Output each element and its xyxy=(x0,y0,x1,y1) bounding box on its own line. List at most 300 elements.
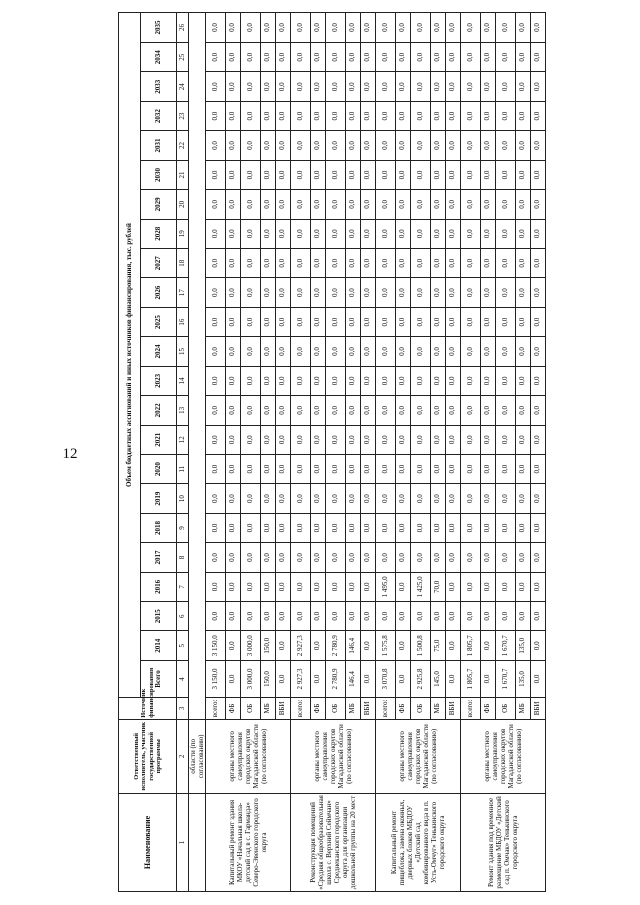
responsible-executor: органы местного самоуправления городских округов Магаданской области (по согласованию) xyxy=(461,719,546,793)
year-cell: 0,0 xyxy=(326,249,346,278)
year-cell: 0,0 xyxy=(531,219,546,248)
year-cell: 0,0 xyxy=(461,43,481,72)
year-cell: 0,0 xyxy=(326,190,346,219)
year-cell: 0,0 xyxy=(446,101,461,130)
year-cell: 0,0 xyxy=(326,454,346,483)
year-cell: 0,0 xyxy=(346,513,361,542)
year-cell: 0,0 xyxy=(276,396,291,425)
year-cell: 0,0 xyxy=(396,366,411,395)
year-cell: 0,0 xyxy=(461,72,481,101)
year-cell: 0,0 xyxy=(291,249,311,278)
header-year: 2016 xyxy=(141,572,177,601)
year-cell: 0,0 xyxy=(396,543,411,572)
year-cell: 1 500,8 xyxy=(411,631,431,660)
year-cell: 0,0 xyxy=(516,572,531,601)
year-cell: 0,0 xyxy=(411,543,431,572)
year-cell: 0,0 xyxy=(396,513,411,542)
header-year: 2035 xyxy=(141,13,177,43)
year-cell: 0,0 xyxy=(276,160,291,189)
year-cell: 0,0 xyxy=(431,484,446,513)
year-cell: 0,0 xyxy=(326,43,346,72)
year-cell: 0,0 xyxy=(376,190,396,219)
column-number: 6 xyxy=(177,602,189,631)
year-cell: 0,0 xyxy=(376,543,396,572)
year-cell: 0,0 xyxy=(481,602,496,631)
year-cell: 0,0 xyxy=(411,337,431,366)
year-cell: 0,0 xyxy=(226,101,241,130)
year-cell: 0,0 xyxy=(411,396,431,425)
year-cell: 0,0 xyxy=(226,13,241,43)
total-cell: 3 000,0 xyxy=(241,660,261,697)
year-cell: 0,0 xyxy=(431,219,446,248)
column-number: 1 xyxy=(177,793,189,891)
year-cell: 0,0 xyxy=(361,101,376,130)
year-cell: 0,0 xyxy=(461,160,481,189)
year-cell: 0,0 xyxy=(446,307,461,336)
year-cell: 1 495,0 xyxy=(376,572,396,601)
year-cell: 0,0 xyxy=(241,278,261,307)
year-cell: 0,0 xyxy=(291,484,311,513)
year-cell: 0,0 xyxy=(396,337,411,366)
year-cell: 0,0 xyxy=(481,337,496,366)
year-cell: 0,0 xyxy=(346,454,361,483)
year-cell: 0,0 xyxy=(531,249,546,278)
column-number: 2 xyxy=(177,719,189,793)
year-cell: 0,0 xyxy=(206,572,226,601)
year-cell: 0,0 xyxy=(206,101,226,130)
year-cell: 0,0 xyxy=(481,13,496,43)
year-cell: 0,0 xyxy=(431,160,446,189)
year-cell: 0,0 xyxy=(206,454,226,483)
year-cell: 0,0 xyxy=(241,72,261,101)
column-number: 16 xyxy=(177,307,189,336)
year-cell: 0,0 xyxy=(326,484,346,513)
year-cell: 0,0 xyxy=(431,13,446,43)
year-cell: 0,0 xyxy=(481,278,496,307)
year-cell: 0,0 xyxy=(226,337,241,366)
year-cell: 0,0 xyxy=(261,278,276,307)
year-cell: 0,0 xyxy=(531,454,546,483)
year-cell: 0,0 xyxy=(361,513,376,542)
year-cell: 0,0 xyxy=(431,190,446,219)
year-cell: 0,0 xyxy=(241,249,261,278)
year-cell: 0,0 xyxy=(496,131,516,160)
total-cell: 3 150,0 xyxy=(206,660,226,697)
year-cell: 0,0 xyxy=(326,278,346,307)
year-cell: 0,0 xyxy=(311,278,326,307)
total-cell: 0,0 xyxy=(481,660,496,697)
year-cell: 135,0 xyxy=(516,631,531,660)
year-cell: 0,0 xyxy=(481,396,496,425)
year-cell: 0,0 xyxy=(241,307,261,336)
total-cell: 2 925,8 xyxy=(411,660,431,697)
header-year: 2018 xyxy=(141,513,177,542)
year-cell: 0,0 xyxy=(346,72,361,101)
year-cell: 0,0 xyxy=(396,190,411,219)
year-cell: 0,0 xyxy=(261,484,276,513)
year-cell: 0,0 xyxy=(241,43,261,72)
year-cell: 0,0 xyxy=(206,425,226,454)
year-cell: 0,0 xyxy=(516,101,531,130)
year-cell: 0,0 xyxy=(361,543,376,572)
year-cell: 0,0 xyxy=(461,190,481,219)
year-cell: 0,0 xyxy=(241,572,261,601)
year-cell: 0,0 xyxy=(431,43,446,72)
year-cell: 0,0 xyxy=(446,602,461,631)
year-cell: 0,0 xyxy=(516,425,531,454)
year-cell: 0,0 xyxy=(446,572,461,601)
year-cell: 0,0 xyxy=(496,278,516,307)
year-cell: 0,0 xyxy=(376,249,396,278)
year-cell: 0,0 xyxy=(446,13,461,43)
project-name: Капитальный ремонт пищеблока, замена оконных, дверных блоков МБДОУ «Детский сад комбинированного вида в п. Усть-Омчуг» Тенькинского городского округа xyxy=(376,793,461,891)
funding-source: ОБ xyxy=(326,697,346,719)
year-cell: 0,0 xyxy=(396,454,411,483)
column-number: 26 xyxy=(177,13,189,43)
header-year: 2030 xyxy=(141,160,177,189)
year-cell: 0,0 xyxy=(346,43,361,72)
year-cell: 0,0 xyxy=(496,366,516,395)
total-cell: 0,0 xyxy=(531,660,546,697)
column-number: 20 xyxy=(177,190,189,219)
year-cell: 0,0 xyxy=(531,484,546,513)
year-cell: 0,0 xyxy=(446,396,461,425)
column-number: 17 xyxy=(177,278,189,307)
year-cell: 0,0 xyxy=(226,307,241,336)
year-cell: 0,0 xyxy=(361,307,376,336)
column-number: 14 xyxy=(177,366,189,395)
column-number-row xyxy=(177,13,189,892)
year-cell: 0,0 xyxy=(206,513,226,542)
year-cell: 0,0 xyxy=(411,602,431,631)
year-cell: 0,0 xyxy=(326,425,346,454)
year-cell: 0,0 xyxy=(376,366,396,395)
year-cell: 0,0 xyxy=(516,337,531,366)
year-cell: 0,0 xyxy=(276,72,291,101)
header-year: 2022 xyxy=(141,396,177,425)
year-cell: 3 000,0 xyxy=(241,631,261,660)
year-cell: 0,0 xyxy=(481,72,496,101)
year-cell: 0,0 xyxy=(376,101,396,130)
total-cell: 1 670,7 xyxy=(496,660,516,697)
year-cell: 0,0 xyxy=(241,602,261,631)
year-cell: 0,0 xyxy=(461,337,481,366)
header-year: 2029 xyxy=(141,190,177,219)
year-cell: 0,0 xyxy=(376,425,396,454)
year-cell: 146,4 xyxy=(346,631,361,660)
year-cell: 0,0 xyxy=(461,513,481,542)
year-cell: 0,0 xyxy=(261,160,276,189)
funding-source: ВБИ xyxy=(361,697,376,719)
year-cell: 0,0 xyxy=(411,43,431,72)
year-cell: 0,0 xyxy=(396,101,411,130)
year-cell: 0,0 xyxy=(291,190,311,219)
year-cell: 0,0 xyxy=(326,307,346,336)
total-cell: 0,0 xyxy=(446,660,461,697)
year-cell: 0,0 xyxy=(396,131,411,160)
year-cell: 0,0 xyxy=(326,101,346,130)
funding-table xyxy=(118,12,546,892)
funding-source: ВБИ xyxy=(276,697,291,719)
total-cell: 1 805,7 xyxy=(461,660,481,697)
year-cell: 0,0 xyxy=(516,249,531,278)
year-cell: 0,0 xyxy=(276,366,291,395)
year-cell: 2 780,9 xyxy=(326,631,346,660)
year-cell: 0,0 xyxy=(531,631,546,660)
year-cell: 0,0 xyxy=(481,131,496,160)
year-cell: 0,0 xyxy=(531,101,546,130)
year-cell: 0,0 xyxy=(326,396,346,425)
year-cell: 0,0 xyxy=(361,219,376,248)
year-cell: 0,0 xyxy=(481,219,496,248)
year-cell: 0,0 xyxy=(276,190,291,219)
header-year: 2015 xyxy=(141,602,177,631)
year-cell: 0,0 xyxy=(261,454,276,483)
year-cell: 0,0 xyxy=(276,425,291,454)
year-cell: 0,0 xyxy=(346,425,361,454)
year-cell: 0,0 xyxy=(396,572,411,601)
year-cell: 0,0 xyxy=(326,366,346,395)
year-cell: 0,0 xyxy=(326,160,346,189)
year-cell: 0,0 xyxy=(531,366,546,395)
year-cell: 0,0 xyxy=(496,396,516,425)
year-cell: 0,0 xyxy=(431,101,446,130)
year-cell: 0,0 xyxy=(446,190,461,219)
year-cell: 0,0 xyxy=(431,543,446,572)
year-cell: 0,0 xyxy=(461,602,481,631)
year-cell: 0,0 xyxy=(261,43,276,72)
year-cell: 0,0 xyxy=(276,43,291,72)
year-cell: 0,0 xyxy=(291,425,311,454)
year-cell: 0,0 xyxy=(531,425,546,454)
funding-source: ФБ xyxy=(311,697,326,719)
year-cell: 0,0 xyxy=(411,484,431,513)
year-cell: 0,0 xyxy=(276,278,291,307)
year-cell: 0,0 xyxy=(461,396,481,425)
total-cell: 2 780,9 xyxy=(326,660,346,697)
year-cell: 0,0 xyxy=(516,131,531,160)
year-cell: 0,0 xyxy=(516,43,531,72)
year-cell: 0,0 xyxy=(431,249,446,278)
column-number: 24 xyxy=(177,72,189,101)
total-cell: 0,0 xyxy=(226,660,241,697)
year-cell: 0,0 xyxy=(206,72,226,101)
year-cell: 0,0 xyxy=(461,425,481,454)
year-cell: 0,0 xyxy=(361,631,376,660)
year-cell: 0,0 xyxy=(311,160,326,189)
year-cell: 0,0 xyxy=(311,337,326,366)
header-source: Источник финансирования xyxy=(119,697,177,719)
year-cell: 0,0 xyxy=(516,454,531,483)
year-cell: 0,0 xyxy=(516,602,531,631)
year-cell: 0,0 xyxy=(461,484,481,513)
year-cell: 0,0 xyxy=(241,425,261,454)
year-cell: 0,0 xyxy=(411,513,431,542)
year-cell: 0,0 xyxy=(241,484,261,513)
year-cell: 0,0 xyxy=(496,160,516,189)
total-cell: 135,0 xyxy=(516,660,531,697)
year-cell: 0,0 xyxy=(531,13,546,43)
year-cell: 0,0 xyxy=(261,190,276,219)
year-cell: 0,0 xyxy=(206,307,226,336)
year-cell: 0,0 xyxy=(431,337,446,366)
year-cell: 0,0 xyxy=(461,249,481,278)
year-cell: 0,0 xyxy=(411,249,431,278)
header-year: 2017 xyxy=(141,543,177,572)
year-cell: 0,0 xyxy=(376,13,396,43)
year-cell: 0,0 xyxy=(376,307,396,336)
column-number: 12 xyxy=(177,425,189,454)
year-cell: 0,0 xyxy=(531,72,546,101)
year-cell: 0,0 xyxy=(481,425,496,454)
year-cell: 0,0 xyxy=(291,160,311,189)
total-cell: 3 070,8 xyxy=(376,660,396,697)
year-cell: 0,0 xyxy=(431,278,446,307)
year-cell: 0,0 xyxy=(261,219,276,248)
year-cell: 0,0 xyxy=(276,543,291,572)
year-cell: 0,0 xyxy=(396,307,411,336)
year-cell: 0,0 xyxy=(496,101,516,130)
funding-source: ФБ xyxy=(481,697,496,719)
header-responsible: Ответственный исполнитель, участник государственной программы xyxy=(119,719,177,793)
year-cell: 0,0 xyxy=(531,572,546,601)
year-cell: 0,0 xyxy=(496,484,516,513)
year-cell: 0,0 xyxy=(446,160,461,189)
year-cell: 0,0 xyxy=(346,572,361,601)
year-cell: 0,0 xyxy=(276,249,291,278)
year-cell: 0,0 xyxy=(276,101,291,130)
year-cell: 0,0 xyxy=(396,249,411,278)
header-year: 2023 xyxy=(141,366,177,395)
header-year: 2021 xyxy=(141,425,177,454)
year-cell: 0,0 xyxy=(311,190,326,219)
year-cell: 0,0 xyxy=(361,160,376,189)
year-cell: 0,0 xyxy=(396,484,411,513)
year-cell: 0,0 xyxy=(361,454,376,483)
year-cell: 0,0 xyxy=(431,366,446,395)
year-cell: 0,0 xyxy=(261,396,276,425)
year-cell: 0,0 xyxy=(206,337,226,366)
year-cell: 0,0 xyxy=(291,131,311,160)
year-cell: 0,0 xyxy=(516,543,531,572)
column-number: 19 xyxy=(177,219,189,248)
year-cell: 0,0 xyxy=(291,454,311,483)
year-cell: 0,0 xyxy=(531,131,546,160)
year-cell: 0,0 xyxy=(531,307,546,336)
year-cell: 0,0 xyxy=(346,484,361,513)
funding-source: МБ xyxy=(516,697,531,719)
year-cell: 0,0 xyxy=(411,454,431,483)
year-cell: 0,0 xyxy=(411,425,431,454)
year-cell: 0,0 xyxy=(226,278,241,307)
year-cell: 0,0 xyxy=(376,396,396,425)
year-cell: 3 150,0 xyxy=(206,631,226,660)
year-cell: 0,0 xyxy=(261,131,276,160)
year-cell: 0,0 xyxy=(311,43,326,72)
responsible-executor: органы местного самоуправления городских округов Магаданской области (по согласованию) xyxy=(206,719,291,793)
header-funding-title: Объем бюджетных ассигнований и иных источников финансирования, тыс. рублей xyxy=(119,13,141,698)
year-cell: 0,0 xyxy=(361,72,376,101)
year-cell: 0,0 xyxy=(496,307,516,336)
year-cell: 2 927,3 xyxy=(291,631,311,660)
funding-source: ФБ xyxy=(396,697,411,719)
year-cell: 0,0 xyxy=(481,484,496,513)
year-cell: 0,0 xyxy=(226,131,241,160)
continuation-text: области (по согласованию) xyxy=(189,719,206,793)
header-year: 2028 xyxy=(141,219,177,248)
year-cell: 0,0 xyxy=(361,190,376,219)
year-cell: 0,0 xyxy=(376,278,396,307)
responsible-executor: органы местного самоуправления городских округов Магаданской области (по согласованию) xyxy=(291,719,376,793)
year-cell: 0,0 xyxy=(226,602,241,631)
project-name: Капитальный ремонт здания МКОУ «Начальная школа-детский сад в с. Гарманда» Северо-Эвенского городского округа xyxy=(206,793,291,891)
year-cell: 0,0 xyxy=(261,307,276,336)
year-cell: 0,0 xyxy=(261,543,276,572)
year-cell: 0,0 xyxy=(411,278,431,307)
year-cell: 0,0 xyxy=(311,543,326,572)
year-cell: 0,0 xyxy=(276,572,291,601)
responsible-executor: органы местного самоуправления городских округов Магаданской области (по согласованию) xyxy=(376,719,461,793)
year-cell: 0,0 xyxy=(206,366,226,395)
year-cell: 0,0 xyxy=(376,602,396,631)
year-cell: 0,0 xyxy=(516,307,531,336)
year-cell: 0,0 xyxy=(431,454,446,483)
year-cell: 0,0 xyxy=(346,190,361,219)
year-cell: 0,0 xyxy=(291,337,311,366)
year-cell: 0,0 xyxy=(396,72,411,101)
total-cell: 0,0 xyxy=(396,660,411,697)
year-cell: 0,0 xyxy=(411,307,431,336)
header-year: 2034 xyxy=(141,43,177,72)
year-cell: 0,0 xyxy=(206,396,226,425)
year-cell: 0,0 xyxy=(431,72,446,101)
year-cell: 0,0 xyxy=(226,249,241,278)
year-cell: 0,0 xyxy=(226,454,241,483)
year-cell: 0,0 xyxy=(206,249,226,278)
year-cell: 0,0 xyxy=(461,572,481,601)
year-cell: 0,0 xyxy=(446,72,461,101)
year-cell: 0,0 xyxy=(276,337,291,366)
header-total: Всего xyxy=(141,660,177,697)
year-cell: 0,0 xyxy=(446,631,461,660)
year-cell: 0,0 xyxy=(226,72,241,101)
year-cell: 0,0 xyxy=(326,337,346,366)
year-cell: 0,0 xyxy=(276,454,291,483)
year-cell: 0,0 xyxy=(241,190,261,219)
year-cell: 0,0 xyxy=(291,72,311,101)
year-cell: 0,0 xyxy=(361,249,376,278)
year-cell: 0,0 xyxy=(376,131,396,160)
year-cell: 0,0 xyxy=(311,131,326,160)
year-cell: 0,0 xyxy=(531,513,546,542)
year-cell: 0,0 xyxy=(241,513,261,542)
project-name: Ремонт здания под временное размещение МБДОУ «Детский сад п. Омчак» Тенькинского городского округа xyxy=(461,793,546,891)
year-cell: 0,0 xyxy=(361,13,376,43)
year-cell: 0,0 xyxy=(396,219,411,248)
total-cell: 2 927,3 xyxy=(291,660,311,697)
total-cell: 150,0 xyxy=(261,660,276,697)
funding-source: МБ xyxy=(431,697,446,719)
year-cell: 0,0 xyxy=(291,43,311,72)
year-cell: 0,0 xyxy=(481,454,496,483)
year-cell: 0,0 xyxy=(461,13,481,43)
funding-source: ФБ xyxy=(226,697,241,719)
year-cell: 0,0 xyxy=(481,160,496,189)
year-cell: 0,0 xyxy=(311,425,326,454)
year-cell: 0,0 xyxy=(431,131,446,160)
year-cell: 0,0 xyxy=(461,454,481,483)
year-cell: 0,0 xyxy=(461,543,481,572)
